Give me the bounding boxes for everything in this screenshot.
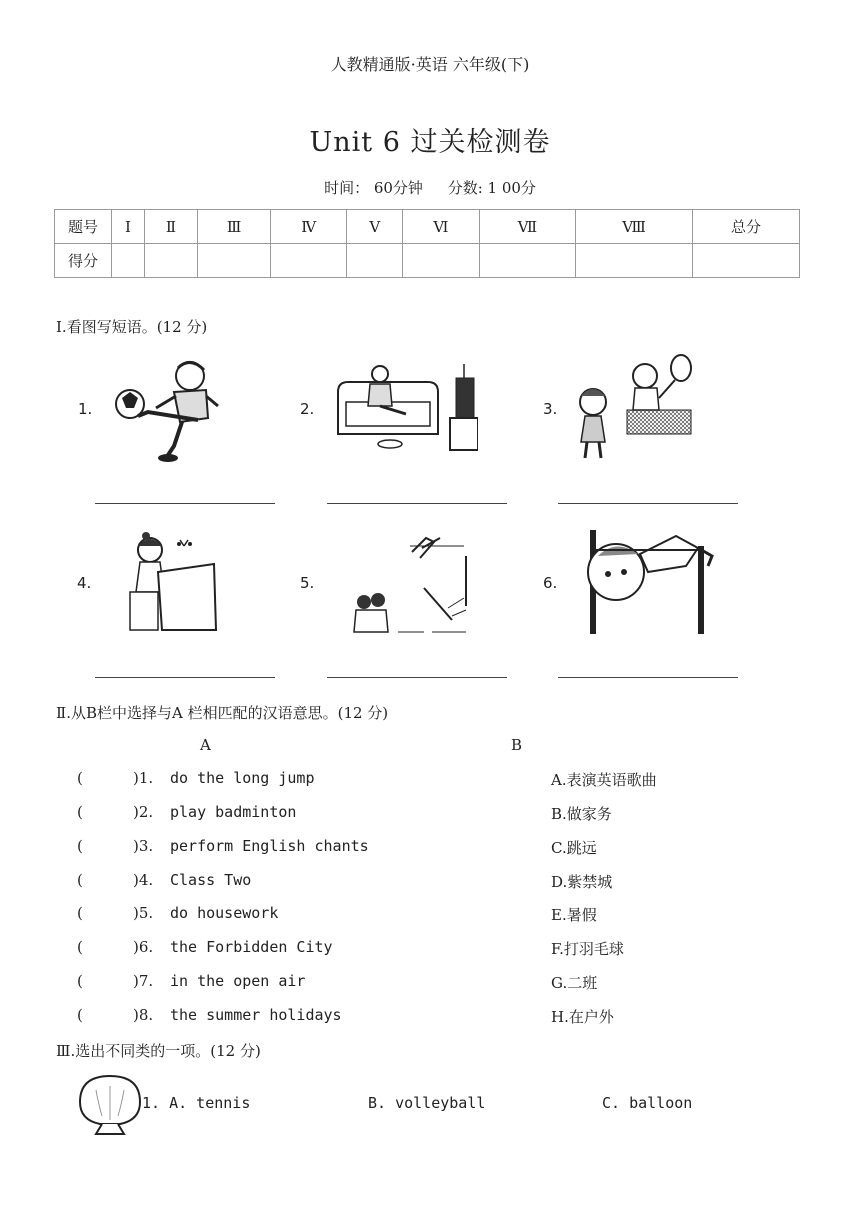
answer-line[interactable]: [558, 677, 738, 678]
chinese-meaning: H.在户外: [551, 1008, 614, 1026]
score-cell[interactable]: [271, 244, 347, 278]
score-table-score-row: [55, 244, 800, 278]
section-1-title: Ⅰ.看图写短语。(12 分): [56, 318, 208, 336]
answer-bracket[interactable]: (: [77, 972, 83, 990]
answer-bracket[interactable]: (: [77, 769, 83, 787]
item-number: )8.: [133, 1006, 154, 1024]
score-cell[interactable]: [144, 244, 197, 278]
picture-number: 6.: [543, 574, 558, 592]
exam-meta: [0, 177, 860, 198]
answer-line[interactable]: [558, 503, 738, 504]
match-row: [0, 837, 860, 857]
col-5: Ⅴ: [347, 210, 403, 244]
total-score: 分数: 1 00分: [447, 179, 536, 197]
question-number-label: 题号: [55, 210, 112, 244]
english-phrase: do the long jump: [170, 769, 315, 787]
fan-illustration: [74, 1072, 146, 1136]
option-a[interactable]: 1. A. tennis: [142, 1094, 251, 1112]
picture-number: 3.: [543, 400, 558, 418]
english-phrase: the summer holidays: [170, 1006, 342, 1024]
football-boy-illustration: [108, 356, 220, 464]
chinese-meaning: F.打羽毛球: [551, 940, 624, 958]
score-cell[interactable]: [347, 244, 403, 278]
page-header: 人教精通版·英语 六年级(下): [330, 55, 530, 74]
answer-line[interactable]: [327, 677, 507, 678]
english-phrase: perform English chants: [170, 837, 369, 855]
column-b-label: B: [511, 736, 523, 754]
chinese-meaning: E.暑假: [551, 906, 597, 924]
col-2: Ⅱ: [144, 210, 197, 244]
match-row: [0, 803, 860, 823]
match-row: [0, 769, 860, 789]
section-3-title: Ⅲ.选出不同类的一项。(12 分): [56, 1042, 261, 1060]
section-2-title: Ⅱ.从B栏中选择与A 栏相匹配的汉语意思。(12 分): [56, 704, 389, 722]
col-8: Ⅷ: [576, 210, 693, 244]
item-number: )4.: [133, 871, 154, 889]
item-number: )5.: [133, 904, 154, 922]
picture-number: 2.: [300, 400, 315, 418]
english-phrase: play badminton: [170, 803, 297, 821]
item-number: )3.: [133, 837, 154, 855]
match-row: [0, 1006, 860, 1026]
chinese-meaning: B.做家务: [551, 805, 612, 823]
chinese-meaning: A.表演英语歌曲: [551, 771, 657, 789]
item-number: )2.: [133, 803, 154, 821]
match-row: [0, 938, 860, 958]
item-number: )7.: [133, 972, 154, 990]
score-cell[interactable]: [198, 244, 271, 278]
answer-bracket[interactable]: (: [77, 871, 83, 889]
english-phrase: the Forbidden City: [170, 938, 333, 956]
score-label: 得分: [55, 244, 112, 278]
col-4: Ⅳ: [271, 210, 347, 244]
match-row: [0, 904, 860, 924]
answer-bracket[interactable]: (: [77, 938, 83, 956]
watching-tv-illustration: [334, 362, 478, 454]
option-b[interactable]: B. volleyball: [368, 1094, 486, 1112]
chinese-meaning: D.紫禁城: [551, 873, 613, 891]
score-cell[interactable]: [576, 244, 693, 278]
answer-bracket[interactable]: (: [77, 1006, 83, 1024]
option-c[interactable]: C. balloon: [602, 1094, 693, 1112]
answer-line[interactable]: [95, 677, 275, 678]
english-phrase: in the open air: [170, 972, 306, 990]
answer-line[interactable]: [327, 503, 507, 504]
picture-number: 1.: [78, 400, 93, 418]
item-number: )6.: [133, 938, 154, 956]
high-jump-illustration: [576, 526, 720, 638]
time-limit: 时间： 60分钟: [324, 179, 423, 197]
piano-girl-illustration: [124, 528, 220, 634]
page-title: Unit 6 过关检测卷: [309, 127, 551, 158]
english-phrase: Class Two: [170, 871, 252, 889]
answer-bracket[interactable]: (: [77, 803, 83, 821]
total-label: 总分: [693, 210, 800, 244]
chinese-meaning: G.二班: [551, 974, 598, 992]
match-row: [0, 972, 860, 992]
answer-bracket[interactable]: (: [77, 904, 83, 922]
match-row: [0, 871, 860, 891]
column-a-label: A: [200, 736, 211, 754]
col-7: Ⅶ: [479, 210, 576, 244]
score-cell[interactable]: [112, 244, 145, 278]
col-1: Ⅰ: [112, 210, 145, 244]
answer-line[interactable]: [95, 503, 275, 504]
score-cell[interactable]: [403, 244, 479, 278]
col-6: Ⅵ: [403, 210, 479, 244]
english-phrase: do housework: [170, 904, 279, 922]
item-number: )1.: [133, 769, 154, 787]
score-table-header-row: [55, 210, 800, 244]
open-air-illustration: [352, 528, 470, 634]
score-table: [54, 209, 800, 278]
picture-number: 5.: [300, 574, 315, 592]
col-3: Ⅲ: [198, 210, 271, 244]
chinese-meaning: C.跳远: [551, 839, 597, 857]
score-cell[interactable]: [693, 244, 800, 278]
badminton-illustration: [575, 354, 699, 464]
score-cell[interactable]: [479, 244, 576, 278]
answer-bracket[interactable]: (: [77, 837, 83, 855]
picture-number: 4.: [77, 574, 92, 592]
